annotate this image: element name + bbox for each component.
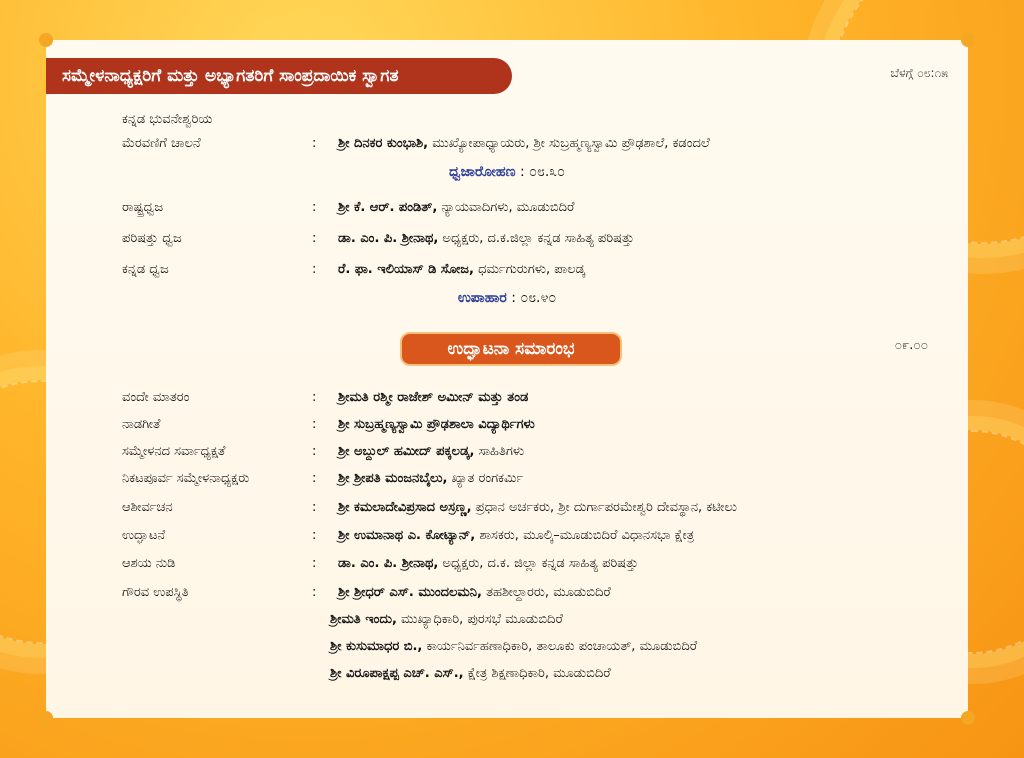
row-label: ಗೌರವ ಉಪಸ್ಥಿತಿ [122, 585, 189, 600]
person-name: ಶ್ರೀ ಶ್ರೀಪತಿ ಮಂಜನಬೈಲು, [338, 471, 448, 486]
section-title-banner [46, 58, 512, 94]
flag-row [122, 200, 574, 215]
row-label: ನಾಡಗೀತೆ [122, 417, 161, 432]
guest-line [330, 639, 697, 654]
row-label: ಆಶಯ ನುಡಿ [122, 556, 176, 571]
corner-ornament [961, 33, 975, 47]
flag-hoisting-line [46, 164, 968, 180]
inauguration-title-pill [400, 332, 622, 366]
breakfast-time: : ೦೮.೪೦ [511, 290, 557, 306]
row-colon: : [312, 262, 317, 277]
welcome-row [122, 112, 312, 127]
person-detail: ಶಾಸಕರು, ಮೂಲ್ಕಿ–ಮೂಡುಬಿದಿರೆ ವಿಧಾನಸಭಾ ಕ್ಷೇತ್ರ [475, 528, 695, 543]
person-name: ಶ್ರೀ ದಿನಕರ ಕುಂಭಾಶಿ, [338, 136, 429, 151]
person-detail: ಮುಖ್ಯೋಪಾಧ್ಯಾಯರು, ಶ್ರೀ ಸುಬ್ರಹ್ಮಣ್ಯಸ್ವಾಮಿ ಪ್ರೌಢಶಾಲೆ, ಕಡಂದಲೆ [428, 136, 710, 151]
row-label: ರಾಷ್ಟ್ರಧ್ವಜ [122, 200, 164, 215]
start-time: ಬೆಳಗ್ಗೆ ೦೮:೧೫ [890, 66, 948, 80]
person-detail: ತಹಶೀಲ್ದಾರರು, ಮೂಡುಬಿದಿರೆ [481, 585, 611, 600]
program-row [122, 556, 638, 571]
person-name: ಶ್ರೀ ಕುಸುಮಾಧರ ಬಿ., [330, 639, 423, 654]
inauguration-title: ಉದ್ಘಾಟನಾ ಸಮಾರಂಭ [447, 339, 575, 359]
breakfast-line [46, 290, 968, 306]
breakfast-label: ಉಪಾಹಾರ [457, 290, 507, 306]
row-colon: : [312, 417, 317, 432]
row-colon: : [312, 136, 317, 151]
row-label: ನಿಕಟಪೂರ್ವ ಸಮ್ಮೇಳನಾಧ್ಯಕ್ಷರು [122, 471, 250, 486]
program-row [122, 528, 694, 543]
program-row [122, 471, 523, 486]
section-title: ಸಮ್ಮೇಳನಾಧ್ಯಕ್ಷರಿಗೆ ಮತ್ತು ಅಭ್ಯಾಗತರಿಗೆ ಸಾಂಪ್ರದಾಯಿಕ ಸ್ವಾಗತ [62, 66, 399, 86]
corner-ornament [39, 711, 53, 725]
row-colon: : [312, 200, 317, 215]
program-row [122, 500, 737, 515]
row-colon: : [312, 471, 317, 486]
person-name: ಶ್ರೀ ವಿರೂಪಾಕ್ಷಪ್ಪ ಎಚ್. ಎಸ್., [330, 666, 464, 681]
program-row [122, 444, 524, 459]
row-colon: : [312, 528, 317, 543]
flag-hoisting-time: : ೦೮.೩೦ [519, 164, 565, 180]
row-label: ಕನ್ನಡ ಧ್ವಜ [122, 262, 169, 277]
guest-line [330, 612, 563, 627]
person-name: ಶ್ರೀ ಕೆ. ಆರ್. ಪಂಡಿತ್, [338, 200, 438, 215]
person-name: ರೆ. ಫಾ. ಇಲಿಯಾಸ್ ಡಿ ಸೋಜ, [338, 262, 474, 277]
row-colon: : [312, 444, 317, 459]
row-colon: : [312, 231, 317, 246]
person-name: ಶ್ರೀ ಉಮಾನಾಥ ಎ. ಕೋಟ್ಯಾನ್, [338, 528, 476, 543]
corner-ornament [39, 33, 53, 47]
guest-line [330, 666, 611, 681]
person-detail: ಕಾರ್ಯನಿರ್ವಹಣಾಧಿಕಾರಿ, ತಾಲೂಕು ಪಂಚಾಯತ್, ಮೂಡುಬಿದಿರೆ [422, 639, 698, 654]
person-detail: ಅಧ್ಯಕ್ಷರು, ದ.ಕ. ಜಿಲ್ಲಾ ಕನ್ನಡ ಸಾಹಿತ್ಯ ಪರಿಷತ್ತು [438, 556, 639, 571]
row-label: ಪರಿಷತ್ತು ಧ್ವಜ [122, 231, 182, 246]
person-name: ಡಾ. ಎಂ. ಪಿ. ಶ್ರೀನಾಥ, [338, 231, 439, 246]
person-detail: ಪ್ರಧಾನ ಅರ್ಚಕರು, ಶ್ರೀ ದುರ್ಗಾಪರಮೇಶ್ವರಿ ದೇವಸ್ಥಾನ, ಕಟೀಲು [471, 500, 737, 515]
flag-row [122, 262, 585, 277]
welcome-row [122, 136, 710, 151]
person-detail: ನ್ಯಾಯವಾದಿಗಳು, ಮೂಡುಬಿದಿರೆ [437, 200, 575, 215]
row-colon: : [312, 556, 317, 571]
corner-ornament [961, 711, 975, 725]
person-name: ಶ್ರೀ ಸುಬ್ರಹ್ಮಣ್ಯಸ್ವಾಮಿ ಪ್ರೌಢಶಾಲಾ ವಿದ್ಯಾರ್ಥಿಗಳು [338, 417, 535, 432]
person-name: ಶ್ರೀ ಕಮಲಾದೇವಿಪ್ರಸಾದ ಅಸ್ರಣ್ಣ, [338, 500, 472, 515]
person-detail: ಖ್ಯಾತ ರಂಗಕರ್ಮಿ [447, 471, 524, 486]
program-row [122, 417, 535, 432]
row-colon: : [312, 500, 317, 515]
programme-card [46, 40, 968, 718]
person-name: ಶ್ರೀ ಅಬ್ದುಲ್ ಹಮೀದ್ ಪಕ್ಕಲಡ್ಕ, [338, 444, 475, 459]
person-name: ಶ್ರೀಮತಿ ಇಂದು, [330, 612, 397, 627]
row-colon: : [312, 390, 317, 405]
person-detail: ಕ್ಷೇತ್ರ ಶಿಕ್ಷಣಾಧಿಕಾರಿ, ಮೂಡುಬಿದಿರೆ [463, 666, 611, 681]
program-row [122, 585, 611, 600]
row-label: ಆಶೀರ್ವಚನ [122, 500, 173, 515]
person-name: ಶ್ರೀಮತಿ ರಶ್ಮೀ ರಾಜೇಶ್ ಅಮೀನ್ ಮತ್ತು ತಂಡ [338, 390, 529, 405]
flag-row [122, 231, 634, 246]
flag-hoisting-label: ಧ್ವಜಾರೋಹಣ [449, 164, 516, 180]
row-label: ವಂದೇ ಮಾತರಂ [122, 390, 190, 405]
row-label: ಉದ್ಘಾಟನೆ [122, 528, 166, 543]
inauguration-time: ೦೯.೦೦ [894, 338, 928, 353]
person-detail: ಅಧ್ಯಕ್ಷರು, ದ.ಕ.ಜಿಲ್ಲಾ ಕನ್ನಡ ಸಾಹಿತ್ಯ ಪರಿಷತ್ತು [438, 231, 635, 246]
row-colon: : [312, 585, 317, 600]
person-detail: ಧರ್ಮಗುರುಗಳು, ಪಾಲಡ್ಕ [473, 262, 586, 277]
row-label: ಕನ್ನಡ ಭುವನೇಶ್ವರಿಯ [122, 112, 213, 127]
row-label: ಮೆರವಣಿಗೆ ಚಾಲನೆ [122, 136, 201, 151]
person-detail: ಮುಖ್ಯಾಧಿಕಾರಿ, ಪುರಸಭೆ ಮೂಡುಬಿದಿರೆ [396, 612, 563, 627]
person-detail: ಸಾಹಿತಿಗಳು [474, 444, 525, 459]
program-row [122, 390, 528, 405]
person-name: ಶ್ರೀ ಶ್ರೀಧರ್ ಎಸ್. ಮುಂದಲಮನಿ, [338, 585, 482, 600]
row-label: ಸಮ್ಮೇಳನದ ಸರ್ವಾಧ್ಯಕ್ಷತೆ [122, 444, 226, 459]
person-name: ಡಾ. ಎಂ. ಪಿ. ಶ್ರೀನಾಥ, [338, 556, 439, 571]
